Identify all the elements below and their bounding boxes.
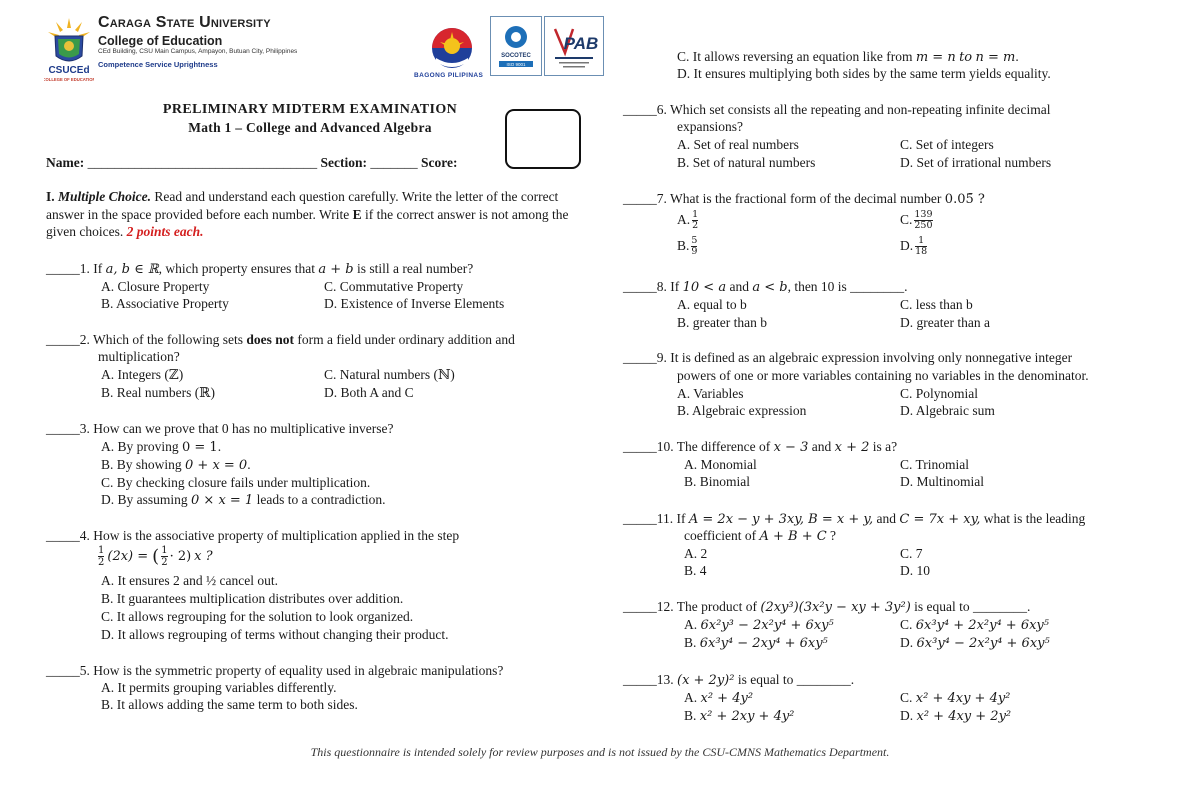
question-text: What is the fractional form of the decimal number [670, 191, 942, 206]
choice-d: D. It allows regrouping of terms without changing their product. [101, 627, 449, 642]
question-5 [46, 662, 503, 680]
answer-blank[interactable]: _____ [623, 599, 657, 614]
choice-c [900, 208, 933, 232]
choice-b: B. It allows adding the same term to both sides. [101, 697, 358, 712]
math-expression: x − 3 [773, 440, 809, 455]
question-number: 1. [79, 261, 90, 276]
answer-blank[interactable]: _____ [623, 511, 657, 526]
socotec-certification-badge [490, 16, 542, 76]
choice-text: . [1015, 49, 1019, 64]
choice-b [677, 234, 697, 258]
question-4 [46, 527, 459, 545]
choice-text: . [217, 439, 222, 454]
choice-a: A. Set of real numbers [677, 137, 799, 152]
question-number: 6. [656, 102, 667, 117]
math-expression: 0 + x = 0 [185, 458, 248, 473]
choice-a: A. equal to b [677, 297, 747, 312]
choice-c: C. Set of integers [900, 137, 994, 152]
answer-blank[interactable]: _____ [623, 350, 657, 365]
csu-logo [44, 14, 94, 88]
instructions-e-letter: E [352, 206, 362, 222]
math-expression: 0 × x = 1 [191, 493, 254, 508]
question-text: If [93, 261, 103, 276]
exam-title: PRELIMINARY MIDTERM EXAMINATION [162, 102, 458, 117]
question-number: 12. [656, 599, 674, 614]
fraction [98, 546, 104, 568]
question-text: is still a real number? [356, 261, 474, 276]
choice-b [684, 634, 828, 653]
pab-text: PAB [563, 34, 599, 53]
choice-c: C. Trinomial [900, 457, 970, 472]
math-expression: m = n [915, 50, 956, 65]
question-12 [623, 598, 1030, 617]
question-text: and [811, 439, 832, 454]
choice-label: A. [684, 690, 698, 705]
question-emphasis: does not [246, 332, 295, 347]
footer-disclaimer: This questionnaire is intended solely for review purposes and is not issued by the CSU-CMNS Mathematics Department. [310, 745, 890, 759]
question-text: , then 10 is ________. [787, 279, 908, 294]
question-text: is equal to ________. [914, 599, 1031, 614]
instructions [46, 188, 581, 241]
math-expression: 6x³y⁴ + 2x²y⁴ + 6xy⁵ [915, 618, 1049, 633]
section-label: Section: [320, 155, 367, 170]
answer-blank[interactable]: _____ [46, 528, 80, 543]
choice-text: B. By showing [101, 457, 182, 472]
question-number: 3. [79, 421, 90, 436]
math-expression: 0 = 1 [182, 440, 218, 455]
score-label: Score: [420, 155, 458, 170]
choice-a [684, 689, 753, 708]
math-expression: x ? [194, 549, 213, 565]
choice-text: leads to a contradiction. [256, 492, 386, 507]
sun-icon [444, 38, 460, 54]
fraction [915, 236, 927, 257]
fraction-numerator: 139 [914, 208, 933, 220]
question-text-line-2: powers of one or more variables containing no variables in the denominator. [677, 368, 1089, 383]
question-number: 5. [79, 663, 90, 678]
choice-c [900, 689, 1010, 708]
choice-a: A. It permits grouping variables differently. [101, 680, 337, 695]
choice-d: D. Existence of Inverse Elements [324, 296, 505, 311]
question-13 [623, 671, 854, 690]
choice-a: A. Variables [677, 386, 744, 401]
choice-c: C. It allows regrouping for the solution to look organized. [101, 609, 414, 624]
choice-b: B. It guarantees multiplication distributes over addition. [101, 591, 404, 606]
fraction [691, 236, 697, 257]
choice-label: B. [677, 238, 690, 254]
choice-b: B. Associative Property [101, 296, 229, 311]
question-number: 11. [656, 511, 674, 526]
choice-label: D. [900, 708, 914, 723]
bagong-pilipinas-text: BAGONG PILIPINAS [414, 72, 484, 79]
choice-label: A. [677, 212, 691, 228]
choice-a: A. It ensures 2 and ½ cancel out. [101, 573, 278, 588]
math-paren: ( [152, 546, 160, 568]
fraction [914, 210, 932, 231]
choice-c: C. Polynomial [900, 386, 979, 401]
question-text: and [729, 279, 749, 294]
question-text: , which property ensures that [158, 261, 315, 276]
question-text: form a field under ordinary addition and [297, 332, 515, 347]
socotec-text: SOCOTEC [501, 53, 531, 59]
choice-d: D. Both A and C [324, 385, 414, 400]
choice-text: . [247, 457, 251, 472]
choice-label: B. [684, 708, 697, 723]
question-text: coefficient of [684, 528, 757, 543]
math-expression: n = m [975, 50, 1016, 65]
question-number: 10. [656, 439, 674, 454]
choice-text: A. By proving [101, 439, 179, 454]
question-text: How is the associative property of multiplication applied in the step [93, 528, 460, 543]
section-field[interactable]: _______ [370, 155, 418, 170]
answer-blank[interactable]: _____ [623, 191, 657, 206]
question-11 [623, 510, 1085, 529]
math-expression: x² + 2xy + 4y² [699, 709, 795, 724]
exam-subtitle: Math 1 – College and Advanced Algebra [188, 120, 432, 135]
question-2 [46, 331, 515, 349]
college-name: College of Education [98, 34, 223, 48]
question-text-line-2: multiplication? [98, 349, 180, 364]
fraction-numerator: 1 [692, 208, 699, 220]
choice-b: B. Real numbers (ℝ) [101, 385, 215, 400]
choice-c: C. Natural numbers (ℕ) [324, 367, 455, 382]
choice-label: A. [684, 617, 698, 632]
math-expression: x² + 4y² [700, 691, 754, 706]
question-number: 9. [656, 350, 667, 365]
question-9 [623, 349, 1072, 367]
choice-d [900, 707, 1011, 726]
choice-label: C. [900, 212, 913, 228]
math-expression: x² + 4xy + 2y² [916, 709, 1012, 724]
question-text: If [676, 511, 686, 526]
choice-d: D. Algebraic sum [900, 403, 995, 418]
college-address: CEd Building, CSU Main Campus, Ampayon, Butuan City, Philippines [98, 48, 298, 55]
name-label: Name: [46, 155, 85, 170]
choice-d [900, 234, 927, 258]
sun-rays-icon [48, 18, 90, 38]
math-expression: x² + 4xy + 4y² [915, 691, 1011, 706]
choice-d [101, 491, 386, 510]
answer-blank[interactable]: _____ [623, 279, 657, 294]
choice-c: C. Commutative Property [324, 279, 464, 294]
choice-b: B. greater than b [677, 315, 767, 330]
question-text: It is defined as an algebraic expression involving only nonnegative integer [670, 350, 1073, 365]
choice-c: C. 7 [900, 546, 923, 561]
csu-logo-subtext: COLLEGE OF EDUCATION [44, 77, 94, 82]
math-expression: 6x³y⁴ − 2xy⁴ + 6xy⁵ [699, 636, 828, 651]
fraction-denominator: 2 [161, 557, 168, 568]
choice-b [684, 707, 794, 726]
fraction-denominator: 250 [914, 219, 933, 231]
question-number: 4. [79, 528, 90, 543]
choice-label: C. [900, 617, 913, 632]
math-expression: C = 7x + xy, [899, 512, 981, 527]
instructions-part: I. [46, 189, 55, 204]
points-note: 2 points each. [126, 224, 204, 240]
answer-blank[interactable]: _____ [46, 261, 80, 276]
question-4-equation [98, 544, 213, 570]
instructions-heading: Multiple Choice. [58, 189, 152, 204]
question-text: Which of the following sets [93, 332, 243, 347]
choice-d: D. Multinomial [900, 474, 984, 489]
fraction-numerator: 1 [98, 545, 105, 556]
college-motto: Competence Service Uprightness [98, 60, 218, 69]
fraction-denominator: 2 [98, 557, 105, 568]
question-text-line-2: expansions? [677, 119, 743, 134]
math-expression: A = 2x − y + 3xy, B = x + y, [688, 512, 874, 527]
question-1 [46, 260, 473, 279]
choice-label: B. [684, 635, 697, 650]
math-expression: · 2) [169, 549, 192, 565]
math-expression: 10 < a [682, 280, 727, 295]
question-7 [623, 190, 985, 209]
name-field[interactable]: __________________________________ [87, 155, 318, 170]
question-text: How is the symmetric property of equality used in algebraic manipulations? [93, 663, 504, 678]
choice-text: D. By assuming [101, 492, 188, 507]
fraction [161, 546, 167, 568]
csu-logo-text: CSUCEd [48, 65, 90, 76]
choice-c [900, 616, 1049, 635]
choice-label: C. [900, 690, 913, 705]
fraction-denominator: 9 [691, 245, 698, 257]
fraction-denominator: 2 [692, 219, 699, 231]
question-number: 13. [656, 672, 674, 687]
math-expression: a + b [318, 262, 354, 277]
choice-a [677, 208, 698, 232]
question-text: How can we prove that 0 has no multiplicative inverse? [93, 421, 394, 436]
fraction-numerator: 5 [691, 234, 698, 246]
iso-text: ISO 9001 [506, 62, 526, 67]
math-expression: (2xy³)(3x²y − xy + 3y²) [760, 600, 911, 615]
choice-a [101, 438, 221, 457]
choice-a [684, 616, 834, 635]
math-expression: a < b [752, 280, 788, 295]
question-text: is a? [872, 439, 898, 454]
choice-b: B. 4 [684, 563, 707, 578]
question-text: and [876, 511, 896, 526]
answer-blank[interactable]: _____ [623, 672, 657, 687]
choice-a: A. Monomial [684, 457, 757, 472]
question-number: 8. [656, 279, 667, 294]
choice-label: D. [900, 635, 914, 650]
answer-blank[interactable]: _____ [623, 439, 657, 454]
question-text: The difference of [676, 439, 771, 454]
question-3 [46, 420, 394, 438]
choice-c: C. By checking closure fails under multiplication. [101, 475, 371, 490]
question-10 [623, 438, 897, 457]
fraction-numerator: 1 [161, 545, 168, 556]
math-expression: (x + 2y)² [677, 673, 735, 688]
choice-b: B. Set of natural numbers [677, 155, 816, 170]
choice-c [677, 48, 1019, 67]
choice-d: D. It ensures multiplying both sides by the same term yields equality. [677, 66, 1051, 81]
choice-b: B. Algebraic expression [677, 403, 807, 418]
question-text-line-2 [684, 527, 836, 546]
fraction-denominator: 18 [915, 245, 928, 257]
question-text: is equal to ________. [737, 672, 855, 687]
question-number: 2. [79, 332, 90, 347]
choice-text: C. It allows reversing an equation like from [677, 49, 913, 64]
choice-a: A. Closure Property [101, 279, 210, 294]
math-expression: a, b ∈ ℝ [105, 262, 159, 277]
math-expression: to [959, 50, 973, 65]
choice-d: D. Set of irrational numbers [900, 155, 1052, 170]
fraction-numerator: 1 [918, 234, 925, 246]
answer-blank[interactable]: _____ [46, 421, 80, 436]
choice-d: D. greater than a [900, 315, 990, 330]
student-info-line [46, 154, 457, 172]
choice-a: A. 2 [684, 546, 708, 561]
choice-d: D. 10 [900, 563, 930, 578]
answer-blank[interactable]: _____ [46, 663, 80, 678]
pab-accreditation-badge [544, 16, 604, 76]
question-text: what is the leading [983, 511, 1086, 526]
choice-b: B. Binomial [684, 474, 751, 489]
choice-d [900, 634, 1050, 653]
question-text: The product of [676, 599, 757, 614]
instructions-text-2: if the correct answer is not among the given choices. [46, 206, 569, 240]
choice-b [101, 456, 251, 475]
question-number: 7. [656, 191, 667, 206]
math-expression: 6x²y³ − 2x²y⁴ + 6xy⁵ [700, 618, 834, 633]
instructions-text: Read and understand each question carefully. Write the letter of the correct answer in the space provided before each number. Write [46, 189, 559, 222]
math-expression: 6x³y⁴ − 2x²y⁴ + 6xy⁵ [916, 636, 1050, 651]
question-text: ? [830, 528, 837, 543]
answer-blank[interactable]: _____ [46, 332, 80, 347]
score-box[interactable] [505, 109, 581, 169]
choice-a: A. Integers (ℤ) [101, 367, 184, 382]
math-expression: 0.05̄ ? [944, 192, 985, 207]
question-text: Which set consists all the repeating and non-repeating infinite decimal [670, 102, 1051, 117]
choice-c: C. less than b [900, 297, 973, 312]
math-expression: A + B + C [759, 529, 827, 544]
math-expression: (2x) = [107, 549, 149, 565]
question-8 [623, 278, 908, 297]
question-text: If [670, 279, 680, 294]
math-expression: x + 2 [834, 440, 870, 455]
university-name: Caraga State University [98, 14, 271, 31]
choice-label: D. [900, 238, 914, 254]
answer-blank[interactable]: _____ [623, 102, 657, 117]
fraction [692, 210, 698, 231]
question-6 [623, 101, 1051, 119]
